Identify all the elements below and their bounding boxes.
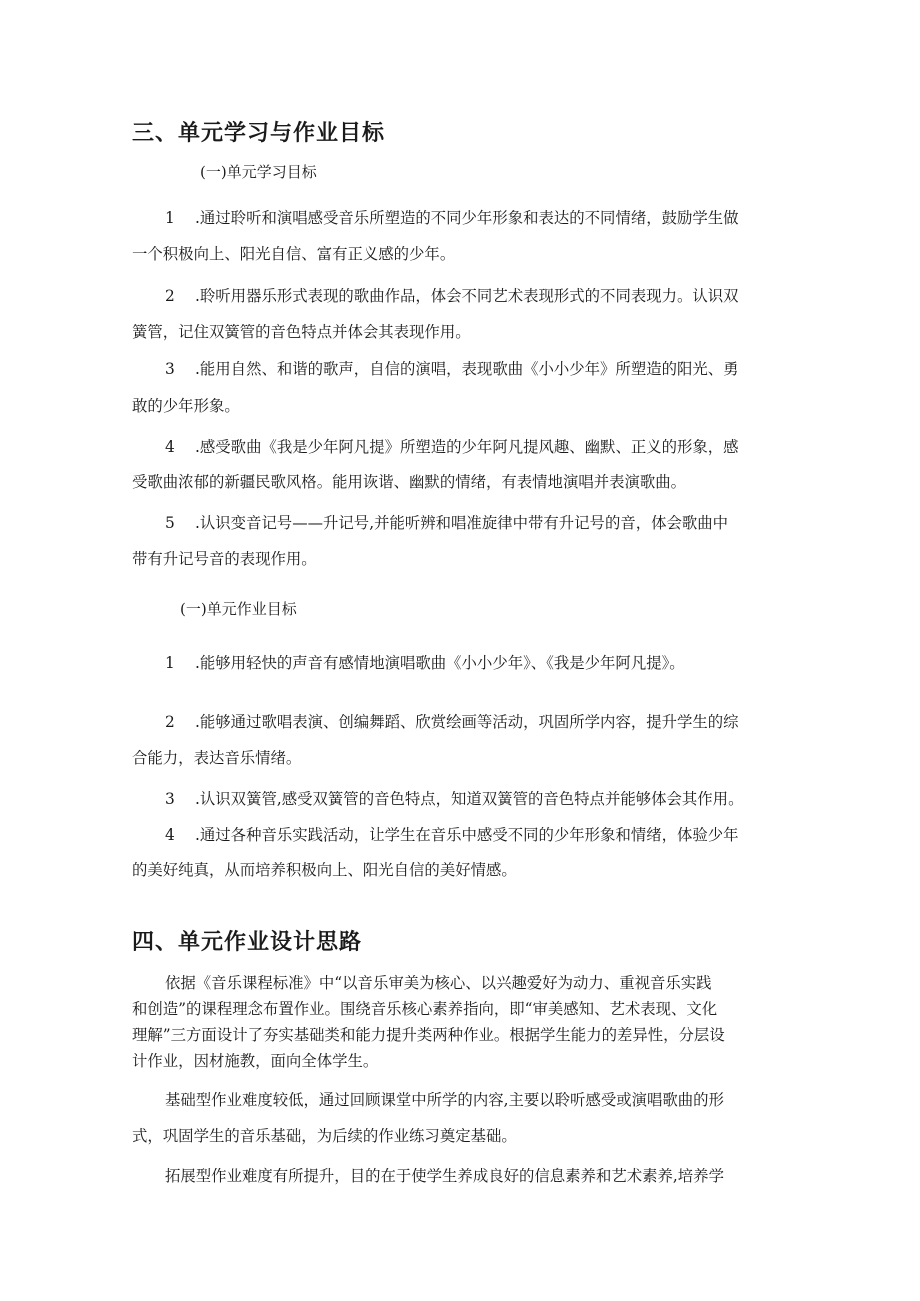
learning-goal-4-line-2: 受歌曲浓郁的新疆民歌风格。能用诙谐、幽默的情绪，有表情地演唱并表演歌曲。 <box>132 473 687 491</box>
homework-goal-4-line-2: 的美好纯真，从而培养积极向上、阳光自信的美好情感。 <box>132 861 517 879</box>
learning-goal-5-line-2: 带有升记号音的表现作用。 <box>132 550 317 568</box>
learning-goal-4-number: 4 <box>165 438 175 456</box>
paragraph-3-line-1: 拓展型作业难度有所提升，目的在于使学生养成良好的信息素养和艺术素养,培养学 <box>165 1167 724 1185</box>
learning-goal-3-line-2: 敢的少年形象。 <box>132 397 240 415</box>
learning-goal-3-line-1: 3 .能用自然、和谐的歌声，自信的演唱，表现歌曲《小小少年》所塑造的阳光、勇 <box>165 360 739 378</box>
homework-goal-2-line-1: 2 .能够通过歌唱表演、创编舞蹈、欣赏绘画等活动，巩固所学内容，提升学生的综 <box>165 713 739 731</box>
homework-goal-2-line-2: 合能力，表达音乐情绪。 <box>132 749 302 767</box>
paragraph-2-line-1: 基础型作业难度较低，通过回顾课堂中所学的内容,主要以聆听感受或演唱歌曲的形 <box>165 1091 724 1109</box>
learning-goal-5-line-1: 5 .认识变音记号——升记号,并能听辨和唱准旋律中带有升记号的音，体会歌曲中 <box>165 514 729 532</box>
paragraph-1-line-1: 依据《音乐课程标准》中“以音乐审美为核心、以兴趣爱好为动力、重视音乐实践 <box>165 974 712 992</box>
learning-goal-1-number: 1 <box>165 209 175 227</box>
paragraph-1-line-3: 理解”三方面设计了夯实基础类和能力提升类两种作业。根据学生能力的差异性，分层设 <box>132 1026 725 1044</box>
section-3-heading: 三、单元学习与作业目标 <box>132 121 386 146</box>
homework-goal-4-line-1: 4 .通过各种音乐实践活动，让学生在音乐中感受不同的少年形象和情绪，体验少年 <box>165 826 739 844</box>
learning-goal-1-line-2: 一个积极向上、阳光自信、富有正义感的少年。 <box>132 245 456 263</box>
paragraph-1-line-2: 和创造”的课程理念布置作业。围绕音乐核心素养指向，即“审美感知、艺术表现、文化 <box>132 1000 718 1018</box>
learning-goal-4-line-1: 4 .感受歌曲《我是少年阿凡提》所塑造的少年阿凡提风趣、幽默、正义的形象，感 <box>165 438 739 456</box>
learning-goal-5-number: 5 <box>165 514 175 532</box>
section-4-heading: 四、单元作业设计思路 <box>132 930 363 955</box>
learning-goal-2-line-2: 簧管，记住双簧管的音色特点并体会其表现作用。 <box>132 323 471 341</box>
learning-goals-subtitle: (一)单元学习目标 <box>200 163 317 181</box>
homework-goal-1-number: 1 <box>165 654 175 672</box>
learning-goal-2-number: 2 <box>165 287 175 305</box>
homework-goal-3-line-1: 3 .认识双簧管,感受双簧管的音色特点，知道双簧管的音色特点并能够体会其作用。 <box>165 790 744 808</box>
learning-goal-1-line-1: 1 .通过聆听和演唱感受音乐所塑造的不同少年形象和表达的不同情绪，鼓励学生做 <box>165 209 739 227</box>
paragraph-2-line-2: 式，巩固学生的音乐基础，为后续的作业练习奠定基础。 <box>132 1127 517 1145</box>
homework-goals-subtitle: (一)单元作业目标 <box>180 600 297 618</box>
learning-goal-2-line-1: 2 .聆听用器乐形式表现的歌曲作品，体会不同艺术表现形式的不同表现力。认识双 <box>165 287 739 305</box>
paragraph-1-line-4: 计作业，因材施教，面向全体学生。 <box>132 1052 379 1070</box>
homework-goal-2-number: 2 <box>165 713 175 731</box>
homework-goal-1-line-1: 1 .能够用轻快的声音有感情地演唱歌曲《小小少年》、《我是少年阿凡提》。 <box>165 654 685 672</box>
homework-goal-4-number: 4 <box>165 826 175 844</box>
learning-goal-3-number: 3 <box>165 360 175 378</box>
homework-goal-3-number: 3 <box>165 790 175 808</box>
